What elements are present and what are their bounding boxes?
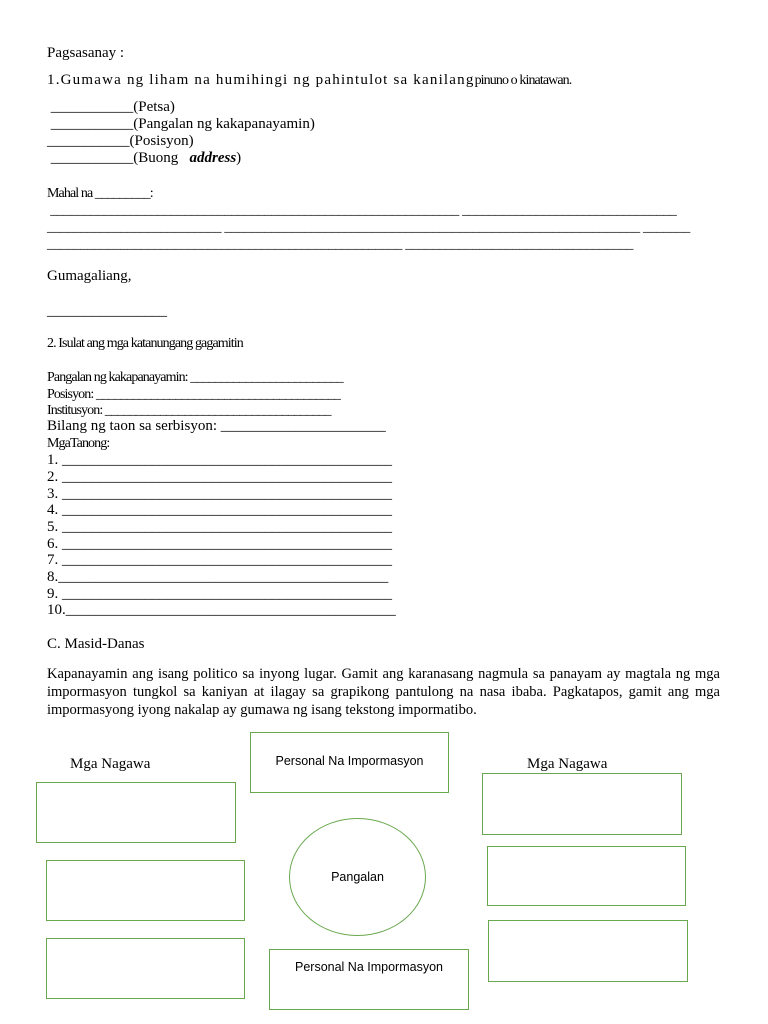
question-line-3[interactable]: 3. ____________________________________________ — [47, 486, 392, 502]
page-title: Pagsasanay : — [47, 45, 125, 61]
question-line-2[interactable]: 2. ____________________________________________ — [47, 469, 392, 485]
right-achievement-box-1[interactable] — [482, 773, 682, 835]
posisyon-blank[interactable]: ___________(Posisyon) — [47, 133, 194, 149]
left-achievement-box-2[interactable] — [46, 860, 245, 921]
petsa-blank[interactable]: ___________(Petsa) — [47, 99, 175, 115]
field-bilang[interactable]: Bilang ng taon sa serbisyon: ______________________ — [47, 418, 386, 434]
letter-body-line-3[interactable]: _____________________________________________________ __________________________________ — [47, 237, 634, 252]
personal-info-bottom-box[interactable] — [269, 949, 469, 1010]
item1-instruction — [47, 72, 571, 89]
close-paren: ) — [236, 150, 242, 166]
question-line-1[interactable]: 1. ____________________________________________ — [47, 452, 392, 468]
right-achievement-box-2[interactable] — [487, 846, 686, 906]
sectionC-paragraph: Kapanayamin ang isang politico sa inyong lugar. Gamit ang karanasang nagmula sa panayam ay magtala ng mga impormasyon tungkol sa kaniyan at ilagay sa grapikong pantulong na nasa ibaba. Pagkatapos, gamit ang mga impormasyong iyong nakalap ay gumawa ng isang tekstong impormatibo. — [47, 666, 720, 718]
question-line-4[interactable]: 4. ____________________________________________ — [47, 502, 392, 518]
personal-info-bottom-label: Personal Na Impormasyon — [295, 960, 443, 974]
question-line-8[interactable]: 8.____________________________________________ — [47, 569, 389, 585]
left-column-title: Mga Nagawa — [70, 756, 151, 772]
field-posisyon[interactable]: Posisyon: ________________________________________ — [47, 387, 340, 402]
section2-title: 2. Isulat ang mga katanungang gagamitin — [47, 336, 243, 351]
salutation[interactable]: Mahal na _________: — [47, 186, 153, 201]
address-blank[interactable] — [47, 150, 241, 167]
tanong-label: MgaTanong: — [47, 436, 110, 451]
question-line-7[interactable]: 7. ____________________________________________ — [47, 552, 392, 568]
name-circle-label: Pangalan — [331, 870, 384, 884]
buong-label: ___________(Buong — [47, 150, 190, 166]
letter-body-line-1[interactable]: _____________________________________________________________ ________________________________ — [47, 203, 677, 218]
letter-body-line-2[interactable]: __________________________ ______________________________________________________________ _______ — [47, 220, 690, 235]
left-achievement-box-3[interactable] — [46, 938, 245, 999]
personal-info-top-label: Personal Na Impormasyon — [275, 754, 424, 768]
personal-info-top-box[interactable] — [250, 732, 449, 793]
field-institusyon[interactable]: Institusyon: _____________________________________ — [47, 403, 331, 418]
question-line-5[interactable]: 5. ____________________________________________ — [47, 519, 392, 535]
right-column-title: Mga Nagawa — [527, 756, 608, 772]
question-line-10[interactable]: 10.____________________________________________ — [47, 602, 396, 618]
sectionC-title: C. Masid-Danas — [47, 636, 145, 652]
right-achievement-box-3[interactable] — [488, 920, 688, 982]
question-line-6[interactable]: 6. ____________________________________________ — [47, 536, 392, 552]
field-pangalan[interactable]: Pangalan ng kakapanayamin: _________________________ — [47, 370, 343, 385]
item1-text-a: 1.Gumawa ng liham na humihingi ng pahintulot sa kanilang — [47, 72, 475, 88]
closing: Gumagaliang, — [47, 268, 132, 284]
question-line-9[interactable]: 9. ____________________________________________ — [47, 586, 392, 602]
address-label: address — [189, 150, 237, 166]
left-achievement-box-1[interactable] — [36, 782, 236, 843]
item1-text-b: pinuno o kinatawan. — [474, 73, 572, 88]
pangalan-blank[interactable]: ___________(Pangalan ng kakapanayamin) — [47, 116, 315, 132]
signature-line[interactable]: ________________ — [47, 303, 167, 319]
name-circle[interactable] — [289, 818, 426, 936]
